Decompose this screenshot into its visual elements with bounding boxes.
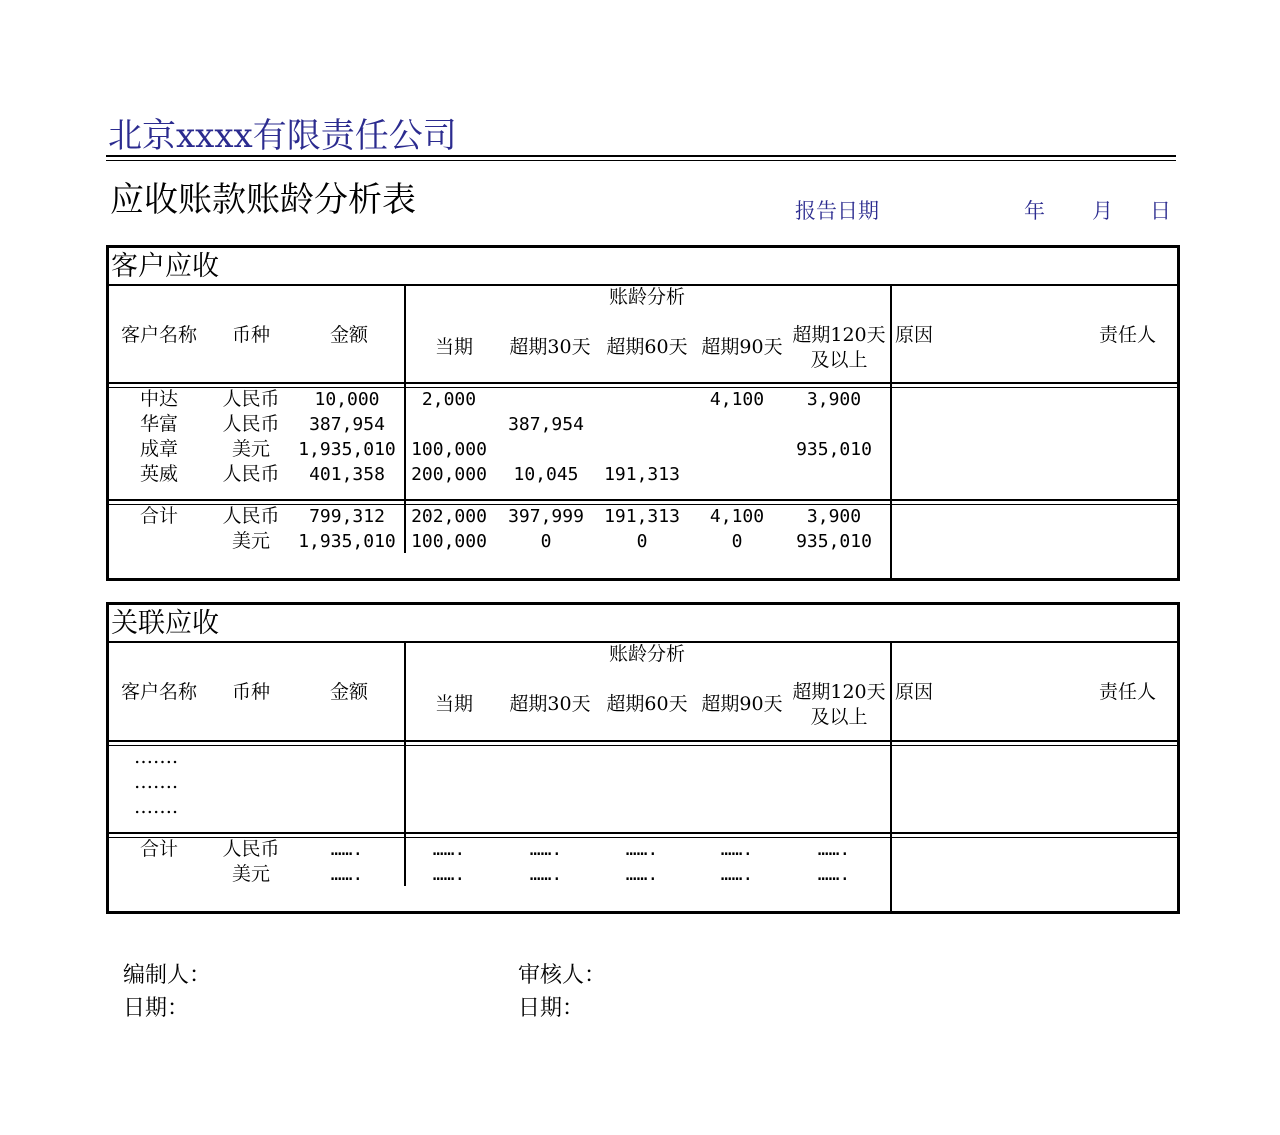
row-customer-name: 英威: [139, 463, 178, 485]
header-divider-thin: [109, 745, 1177, 746]
totals-divider: [109, 499, 1177, 501]
total-d90: 0: [731, 531, 743, 552]
header-overdue-60: 超期60天: [606, 693, 688, 715]
total-current: …….: [432, 864, 466, 885]
row-d120: 3,900: [806, 389, 862, 410]
header-currency: 币种: [231, 324, 270, 346]
row-customer-name: 成章: [139, 438, 178, 460]
header-overdue-90: 超期90天: [701, 693, 783, 715]
header-overdue-120-line2: 及以上: [810, 349, 868, 371]
customer-receivables-section: [106, 245, 1180, 581]
total-label: 合计: [139, 838, 178, 860]
total-amount: 1,935,010: [298, 531, 396, 552]
row-customer-name: …….: [134, 746, 179, 768]
total-d30: 0: [540, 531, 552, 552]
header-overdue-90: 超期90天: [701, 336, 783, 358]
row-currency: 人民币: [222, 413, 280, 435]
row-currency: 人民币: [222, 463, 280, 485]
header-divider: [109, 382, 1177, 384]
total-currency: 人民币: [222, 838, 280, 860]
header-rule-thin: [106, 160, 1176, 161]
total-d60: …….: [625, 839, 659, 860]
total-d30: …….: [529, 864, 563, 885]
total-d30: …….: [529, 839, 563, 860]
reviewer-date-label: 日期：: [518, 996, 585, 1021]
total-d120: …….: [817, 839, 851, 860]
report-date-day: 日: [1150, 199, 1171, 223]
row-currency: 美元: [231, 438, 270, 460]
totals-divider: [109, 832, 1177, 834]
header-divider: [109, 740, 1177, 742]
header-rule-thick: [106, 155, 1176, 157]
header-customer-name: 客户名称: [120, 324, 197, 346]
row-current: 2,000: [421, 389, 477, 410]
total-amount: 799,312: [309, 506, 385, 527]
row-d60: 191,313: [604, 464, 680, 485]
total-currency: 美元: [231, 530, 270, 552]
row-d120: 935,010: [796, 439, 872, 460]
total-d90: …….: [720, 864, 754, 885]
row-customer-name: 华富: [139, 413, 178, 435]
total-amount: …….: [330, 839, 364, 860]
company-name: 北京xxxx有限责任公司: [108, 116, 457, 156]
header-current: 当期: [434, 693, 473, 715]
row-customer-name: …….: [134, 796, 179, 818]
header-currency: 币种: [231, 681, 270, 703]
total-d30: 397,999: [508, 506, 584, 527]
header-current: 当期: [434, 336, 473, 358]
section-title: 关联应收: [111, 608, 219, 639]
report-date-label: 报告日期: [795, 199, 879, 223]
row-d90: 4,100: [709, 389, 765, 410]
header-aging-analysis: 账龄分析: [608, 643, 685, 665]
total-amount: …….: [330, 864, 364, 885]
row-d30: 10,045: [513, 464, 579, 485]
total-d90: …….: [720, 839, 754, 860]
header-overdue-120-line1: 超期120天: [792, 324, 886, 346]
row-current: 200,000: [411, 464, 487, 485]
header-overdue-30: 超期30天: [509, 336, 591, 358]
total-d60: 0: [636, 531, 648, 552]
header-reason: 原因: [895, 324, 934, 346]
report-title: 应收账款账龄分析表: [110, 180, 416, 220]
row-customer-name: 中达: [139, 388, 178, 410]
row-amount: 387,954: [309, 414, 385, 435]
total-d120: 3,900: [806, 506, 862, 527]
total-d60: 191,313: [604, 506, 680, 527]
reviewer-label: 审核人：: [518, 963, 607, 988]
row-amount: 1,935,010: [298, 439, 396, 460]
report-date-year: 年: [1024, 199, 1045, 223]
header-responsible: 责任人: [1099, 324, 1157, 346]
row-amount: 10,000: [314, 389, 380, 410]
total-d90: 4,100: [709, 506, 765, 527]
related-receivables-section: [106, 602, 1180, 914]
total-current: 202,000: [411, 506, 487, 527]
header-amount: 金额: [329, 324, 368, 346]
header-overdue-30: 超期30天: [509, 693, 591, 715]
total-current: …….: [432, 839, 466, 860]
header-overdue-120-line1: 超期120天: [792, 681, 886, 703]
row-current: 100,000: [411, 439, 487, 460]
total-d60: …….: [625, 864, 659, 885]
report-date-month: 月: [1092, 199, 1113, 223]
header-overdue-120-line2: 及以上: [810, 706, 868, 728]
total-current: 100,000: [411, 531, 487, 552]
header-responsible: 责任人: [1099, 681, 1157, 703]
header-amount: 金额: [329, 681, 368, 703]
preparer-label: 编制人：: [123, 963, 212, 988]
header-aging-analysis: 账龄分析: [608, 286, 685, 308]
total-d120: …….: [817, 864, 851, 885]
total-currency: 美元: [231, 863, 270, 885]
total-currency: 人民币: [222, 505, 280, 527]
row-currency: 人民币: [222, 388, 280, 410]
row-d30: 387,954: [508, 414, 584, 435]
total-label: 合计: [139, 505, 178, 527]
total-d120: 935,010: [796, 531, 872, 552]
preparer-date-label: 日期：: [123, 996, 190, 1021]
row-amount: 401,358: [309, 464, 385, 485]
header-overdue-60: 超期60天: [606, 336, 688, 358]
row-customer-name: …….: [134, 771, 179, 793]
header-reason: 原因: [895, 681, 934, 703]
section-title: 客户应收: [111, 251, 219, 282]
header-customer-name: 客户名称: [120, 681, 197, 703]
